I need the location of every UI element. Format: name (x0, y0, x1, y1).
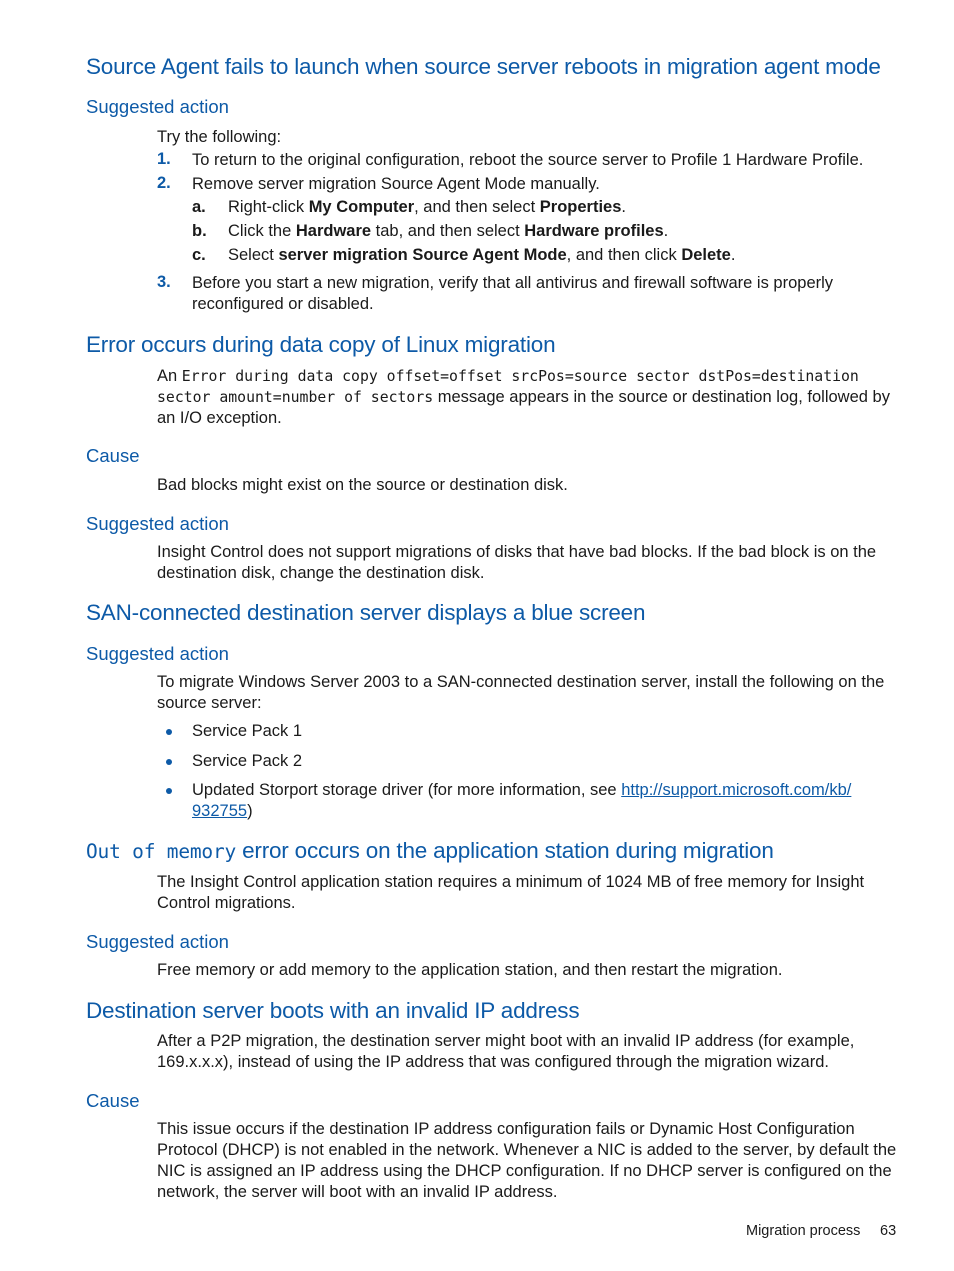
substep-letter: b. (192, 222, 207, 240)
footer-section-name: Migration process (746, 1223, 861, 1239)
bullet-icon (166, 759, 172, 765)
section-title-linux-copy-error: Error occurs during data copy of Linux migration (86, 332, 556, 357)
kb-link[interactable]: http://support.microsoft.com/kb/ 932755 (192, 781, 852, 820)
error-description: An Error during data copy offset=offset srcPos=source sector dstPos=destination sector amount=number of sectors message appears in the source or destination log, followed by an I/O exception. (157, 367, 890, 427)
cause-heading: Cause (86, 1090, 140, 1111)
cause-text: Bad blocks might exist on the source or destination disk. (157, 476, 568, 494)
substep-letter: a. (192, 198, 206, 216)
step-text: Remove server migration Source Agent Mode manually. (192, 175, 600, 193)
step-number: 1. (157, 150, 171, 168)
error-code-text: Error during data copy offset=offset srcPos=source sector dstPos=destination sector amount=number of sectors (157, 368, 859, 406)
section-title-source-agent: Source Agent fails to launch when source server reboots in migration agent mode (86, 54, 881, 79)
substep-text: Select server migration Source Agent Mode, and then click Delete. (228, 246, 736, 264)
out-of-memory-code: Out of memory (86, 840, 237, 863)
cause-text: This issue occurs if the destination IP address configuration fails or Dynamic Host Configuration Protocol (DHCP) is not enabled in the network. Whenever a NIC is added to the server, by default the NIC is assigned an IP address using the DHCP configuration. If no DHCP server is configured on the network, the server will boot with an invalid IP address. (157, 1120, 897, 1201)
page-number: 63 (880, 1223, 897, 1239)
step-number: 2. (157, 174, 171, 192)
substep-text: Click the Hardware tab, and then select Hardware profiles. (228, 222, 669, 240)
substep-letter: c. (192, 246, 206, 264)
intro-text: Try the following: (157, 128, 282, 146)
list-item: Updated Storport storage driver (for more information, see http://support.microsoft.com/kb/ 932755) (192, 781, 852, 820)
suggested-action-heading: Suggested action (86, 513, 229, 534)
step-number: 3. (157, 273, 171, 291)
suggested-action-text: Insight Control does not support migrations of disks that have bad blocks. If the bad block is on the destination disk, change the destination disk. (157, 543, 877, 582)
intro-text: To migrate Windows Server 2003 to a SAN-connected destination server, install the following on the source server: (157, 673, 885, 712)
section-title-invalid-ip: Destination server boots with an invalid IP address (86, 998, 580, 1023)
suggested-action-heading: Suggested action (86, 96, 229, 117)
section-title-out-of-memory: Out of memory error occurs on the application station during migration (86, 838, 774, 863)
list-item: Service Pack 2 (192, 752, 303, 770)
cause-heading: Cause (86, 445, 140, 466)
substep-text: Right-click My Computer, and then select Properties. (228, 198, 626, 216)
suggested-action-heading: Suggested action (86, 643, 229, 664)
bullet-icon (166, 788, 172, 794)
suggested-action-text: Free memory or add memory to the application station, and then restart the migration. (157, 961, 783, 979)
section-title-blue-screen: SAN-connected destination server displays a blue screen (86, 600, 646, 625)
memory-requirement-text: The Insight Control application station requires a minimum of 1024 MB of free memory for Insight Control migrations. (157, 873, 865, 912)
step-text: To return to the original configuration, reboot the source server to Profile 1 Hardware Profile. (192, 151, 864, 169)
suggested-action-heading: Suggested action (86, 931, 229, 952)
bullet-icon (166, 729, 172, 735)
step-text: Before you start a new migration, verify that all antivirus and firewall software is properly reconfigured or disabled. (192, 274, 834, 313)
invalid-ip-description: After a P2P migration, the destination server might boot with an invalid IP address (for example, 169.x.x.x), instead of using the IP address that was configured through the migration wizard. (157, 1032, 855, 1071)
list-item: Service Pack 1 (192, 722, 303, 740)
